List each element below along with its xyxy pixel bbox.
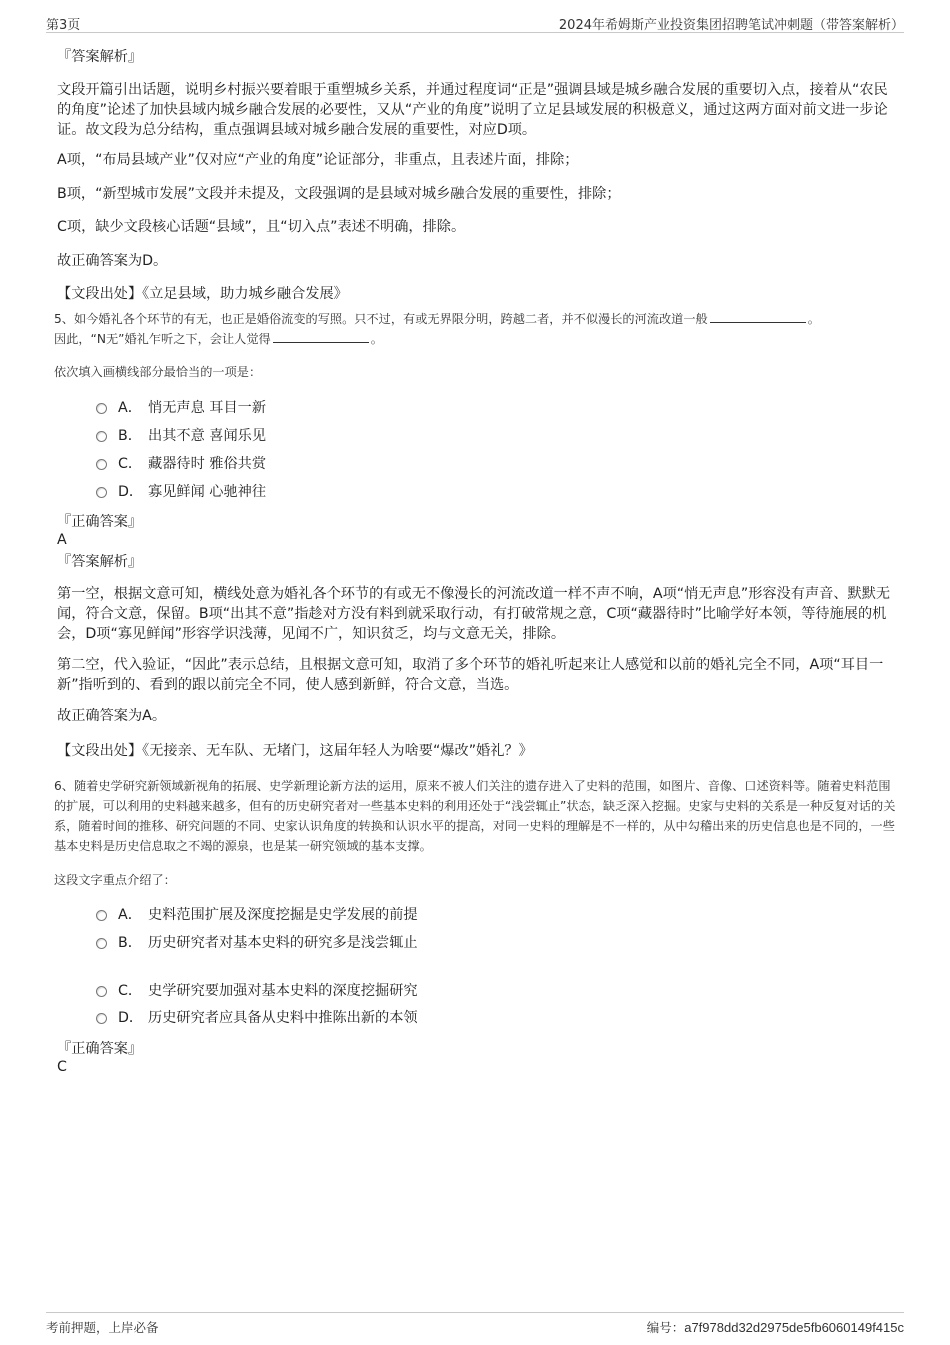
correct-answer: A [57, 532, 67, 548]
analysis-heading: 『答案解析』 [57, 49, 143, 65]
radio-button[interactable] [96, 986, 107, 997]
fill-blank [710, 310, 806, 323]
question-5-text: 5、如今婚礼各个环节的有无，也正是婚俗流变的写照。只不过，有或无界限分明，跨越二者，并不似漫长的河流改道一般 。 因此，“N无”婚礼乍听之下，会让人觉得 。 [54, 312, 820, 346]
analysis-paragraph-1: 第一空，根据文意可知，横线处意为婚礼各个环节的有或无不像漫长的河流改道一样不声不响，A项“悄无声息”形容没有声音、默默无闻，符合文意，保留。B项“出其不意”指趁对方没有料到就采取行动，有打破常规之意，C项“藏器待时”比喻学好本领，等待施展的机会，D项“寡见鲜闻”形容学识浅薄，见闻不广，知识贫乏，均与文意无关，排除。 [57, 586, 891, 642]
question-5-line1: 5、如今婚礼各个环节的有无，也正是婚俗流变的写照。只不过，有或无界限分明，跨越二者，并不似漫长的河流改道一般 [54, 312, 708, 326]
correct-answer: C [57, 1059, 67, 1075]
analysis-option-c: C项，缺少文段核心话题“县域”，且“切入点”表述不明确，排除。 [57, 219, 466, 235]
question-5-prompt: 依次填入画横线部分最恰当的一项是： [54, 365, 262, 379]
analysis-conclusion: 故正确答案为A。 [57, 708, 167, 724]
analysis-option-a: A项，“布局县域产业”仅对应“产业的角度”论证部分，非重点，且表述片面，排除； [57, 152, 579, 168]
radio-button[interactable] [96, 1013, 107, 1024]
document-code: 编号：a7f978dd32d2975de5fb6060149f415c [646, 1320, 904, 1335]
question-5-line2: 因此，“N无”婚礼乍听之下，会让人觉得 [54, 332, 271, 346]
radio-button[interactable] [96, 910, 107, 921]
text-source: 【文段出处】《立足县域，助力城乡融合发展》 [57, 286, 348, 302]
analysis-paragraph: 文段开篇引出话题，说明乡村振兴要着眼于重塑城乡关系，并通过程度词“正是”强调县域是城乡融合发展的重要切入点，接着从“农民的角度”论述了加快县域内城乡融合发展的必要性，又从“产业的角度”说明了立足县域发展的积极意义，通过这两方面对前文进一步论证。故文段为总分结构，重点强调县域对城乡融合发展的重要性，对应D项。 [57, 82, 888, 138]
radio-button[interactable] [96, 459, 107, 470]
analysis-paragraph-2: 第二空，代入验证，“因此”表示总结，且根据文意可知，取消了多个环节的婚礼听起来让人感觉和以前的婚礼完全不同，A项“耳目一新”指听到的、看到的跟以前完全不同，使人感到新鲜，符合文意，当选。 [57, 657, 884, 693]
analysis-conclusion: 故正确答案为D。 [57, 253, 168, 269]
correct-answer-heading: 『正确答案』 [57, 514, 143, 530]
fill-blank [273, 330, 369, 343]
page-header [46, 10, 904, 33]
radio-button[interactable] [96, 431, 107, 442]
analysis-heading: 『答案解析』 [57, 554, 143, 570]
page-number: 第3页 [46, 18, 81, 33]
radio-button[interactable] [96, 487, 107, 498]
footer-slogan: 考前押题，上岸必备 [46, 1320, 159, 1335]
text-source: 【文段出处】《无接亲、无车队、无堵门，这届年轻人为啥要“爆改”婚礼？》 [57, 743, 533, 759]
correct-answer-heading: 『正确答案』 [57, 1041, 143, 1057]
page-footer [46, 1312, 904, 1337]
question-6-prompt: 这段文字重点介绍了： [54, 873, 176, 887]
analysis-option-b: B项，“新型城市发展”文段并未提及，文段强调的是县域对城乡融合发展的重要性，排除； [57, 186, 621, 202]
document-title: 2024年希姆斯产业投资集团招聘笔试冲刺题（带答案解析） [558, 18, 904, 33]
radio-button[interactable] [96, 403, 107, 414]
question-6-text: 6、随着史学研究新领域新视角的拓展、史学新理论新方法的运用，原来不被人们关注的遗存进入了史料的范围，如图片、音像、口述资料等。随着史料范围的扩展，可以利用的史料越来越多，但有的历史研究者对一些基本史料的利用还处于“浅尝辄止”状态，缺乏深入挖掘。史家与史料的关系是一种反复对话的关系，随着时间的推移、研究问题的不同、史家认识角度的转换和认识水平的提高，对同一史料的理解是不一样的，从中勾稽出来的历史信息也是不同的，一些基本史料是历史信息取之不竭的源泉，也是某一研究领域的基本支撑。 [54, 779, 896, 853]
radio-button[interactable] [96, 938, 107, 949]
